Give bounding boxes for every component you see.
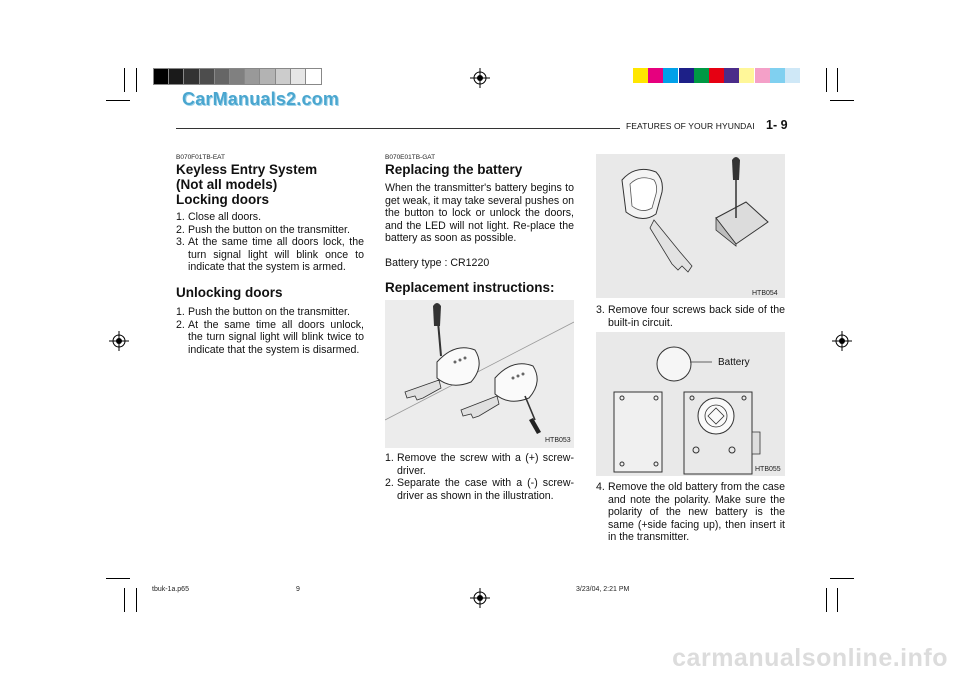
section-title: FEATURES OF YOUR HYUNDAI (626, 121, 755, 131)
color-swatch (770, 68, 785, 83)
header-rule (176, 128, 620, 129)
color-swatch (679, 68, 694, 83)
intro-paragraph: When the transmitter's battery begins to get weak, it may take several pushes on the button to lock or unlock the doors, and the LED will not light. Re-place the battery as soon as possible. (385, 182, 574, 245)
section-title-main: Replacing the battery (385, 162, 523, 177)
figure-code: HTB053 (545, 437, 571, 444)
color-swatch (694, 68, 709, 83)
section-code: B070F01TB-EAT (176, 154, 226, 161)
replacement-steps (385, 452, 574, 502)
unlocking-steps (176, 306, 364, 356)
step-3 (596, 304, 785, 329)
footer-date: 3/23/04, 2:21 PM (576, 586, 630, 593)
title-line: Keyless Entry System (176, 162, 318, 177)
step-4 (596, 481, 785, 544)
color-swatch (739, 68, 754, 83)
color-swatch (785, 68, 800, 83)
registration-target-icon (832, 331, 852, 351)
battery-illustration (596, 332, 785, 476)
list-item: 2. Push the button on the transmitter. (176, 223, 350, 236)
list-item: 2. At the same time all doors unlock, the turn signal light will blink twice to indicate that the system is disarmed. (176, 318, 364, 356)
title-line: (Not all models) (176, 177, 278, 192)
instructions-title: Replacement instructions: (385, 280, 555, 295)
battery-label: Battery (718, 357, 750, 368)
section-title-block (176, 162, 317, 207)
page-number: 1- 9 (766, 118, 788, 132)
registration-target-icon (470, 68, 490, 88)
circuit-battery-icon (596, 332, 785, 476)
open-transmitter-icon (596, 154, 785, 298)
list-item: 1. Close all doors. (176, 211, 262, 223)
color-swatch (305, 68, 322, 85)
battery-type: Battery type : CR1220 (385, 257, 490, 269)
locking-steps (176, 211, 364, 274)
color-swatch (709, 68, 724, 83)
color-swatch (648, 68, 663, 83)
footer-file: tbuk-1a.p65 (152, 586, 189, 593)
watermark: CarManuals2.com (182, 89, 340, 109)
list-item: 4. Remove the old battery from the case and note the polarity. Make sure the polarity of the new battery is the same (+side facing up), then insert it in the transmitter. (596, 481, 785, 544)
open-case-illustration (596, 154, 785, 298)
registration-target-icon (109, 331, 129, 351)
footer-page: 9 (296, 586, 300, 593)
color-swatch (633, 68, 648, 83)
registration-target-icon (470, 588, 490, 608)
unlocking-title: Unlocking doors (176, 285, 283, 300)
color-swatch (724, 68, 739, 83)
list-item: 2. Separate the case with a (-) screw-driver as shown in the illustration. (385, 477, 574, 502)
section-code: B070E01TB-GAT (385, 154, 436, 161)
transmitter-illustration (385, 300, 574, 448)
key-screwdriver-icon (385, 300, 574, 448)
color-swatch (755, 68, 770, 83)
figure-code: HTB054 (752, 290, 778, 297)
figure-code: HTB055 (755, 466, 781, 473)
color-swatch (663, 68, 678, 83)
list-item: 1. Push the button on the transmitter. (176, 306, 350, 318)
list-item: 3. At the same time all doors lock, the turn signal light will blink once to indicate that the system is armed. (176, 236, 364, 274)
list-item: 1. Remove the screw with a (+) screw-driver. (385, 452, 574, 477)
list-item: 3. Remove four screws back side of the built-in circuit. (596, 304, 785, 329)
footer-watermark: carmanualsonline.info (672, 644, 948, 672)
title-line: Locking doors (176, 192, 270, 207)
